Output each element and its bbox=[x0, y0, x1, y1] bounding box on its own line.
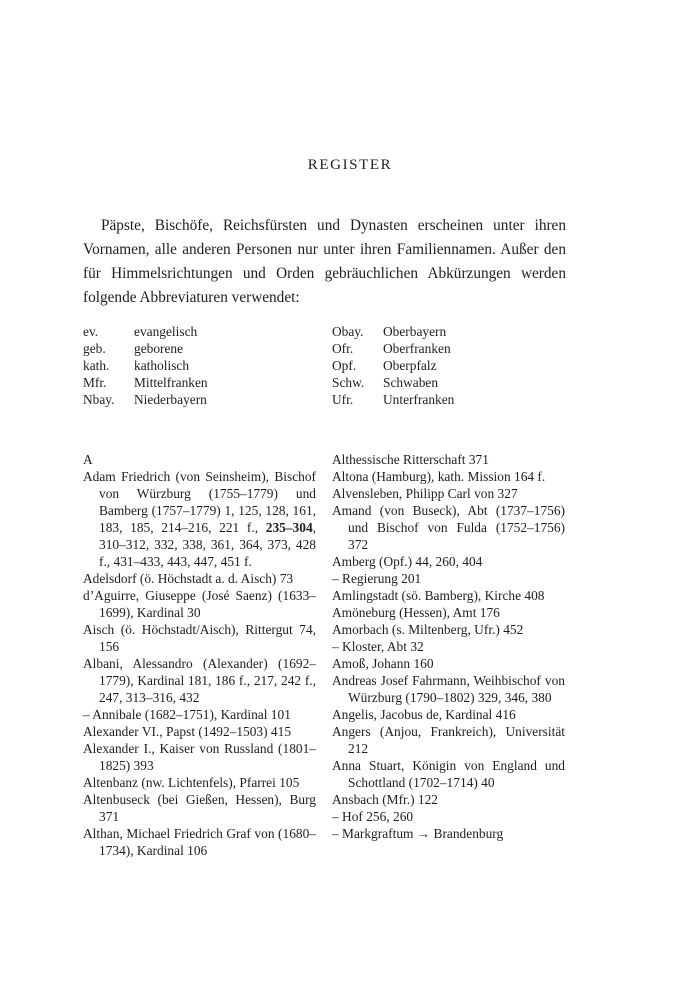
index-entry bbox=[83, 570, 316, 587]
abbreviation: Ofr. bbox=[332, 341, 354, 356]
abbreviation-row bbox=[332, 374, 454, 391]
abbreviation-row bbox=[83, 357, 208, 374]
abbreviation-meaning: geborene bbox=[134, 341, 184, 356]
abbreviation: Ufr. bbox=[332, 392, 354, 407]
index-entry bbox=[83, 723, 316, 740]
index-entry bbox=[332, 451, 565, 468]
index-entry bbox=[83, 774, 316, 791]
index-entry bbox=[332, 723, 565, 757]
abbreviation-meaning: Oberbayern bbox=[383, 324, 447, 339]
entry-text: Altona (Hamburg), kath. Mission 164 f. bbox=[332, 469, 546, 484]
abbreviation-row bbox=[332, 323, 454, 340]
entry-text: Alvensleben, Philipp Carl von 327 bbox=[332, 486, 518, 501]
index-entry bbox=[332, 468, 565, 485]
entry-text: Althessische Ritterschaft 371 bbox=[332, 452, 489, 467]
entry-text: – Annibale (1682–1751), Kardinal 101 bbox=[83, 707, 291, 722]
index-entry bbox=[332, 791, 565, 808]
abbreviation-meaning: Oberpfalz bbox=[383, 358, 437, 373]
entry-text: Adelsdorf (ö. Höchstadt a. d. Aisch) 73 bbox=[83, 571, 294, 586]
entry-text: – Kloster, Abt 32 bbox=[332, 639, 424, 654]
entry-text: Amoß, Johann 160 bbox=[332, 656, 434, 671]
index-entry bbox=[332, 587, 565, 604]
index-entry bbox=[332, 825, 565, 842]
index-entry bbox=[332, 502, 565, 553]
index-entry bbox=[332, 485, 565, 502]
entry-text: Altenbanz (nw. Lichtenfels), Pfarrei 105 bbox=[83, 775, 300, 790]
abbreviation: Nbay. bbox=[83, 392, 115, 407]
abbreviation-row bbox=[83, 323, 208, 340]
abbreviation-meaning: katholisch bbox=[134, 358, 190, 373]
abbreviation: geb. bbox=[83, 341, 106, 356]
entry-text: Angelis, Jacobus de, Kardinal 416 bbox=[332, 707, 516, 722]
index-entry bbox=[332, 672, 565, 706]
index-entry bbox=[332, 604, 565, 621]
index-entry bbox=[83, 825, 316, 859]
entry-text: Andreas Josef Fahrmann, Weihbischof von Würzburg (1790–1802) 329, 346, 380 bbox=[332, 673, 565, 705]
index-column-right bbox=[332, 451, 565, 842]
entry-text: Alexander VI., Papst (1492–1503) 415 bbox=[83, 724, 292, 739]
index-entry bbox=[83, 655, 316, 706]
entry-text: Angers (Anjou, Frankreich), Universität 212 bbox=[332, 724, 565, 756]
entry-text: Amöneburg (Hessen), Amt 176 bbox=[332, 605, 500, 620]
entry-text: Adam Friedrich (von Seinsheim), Bischof von Würzburg (1755–1779) und Bamberg (1757–1779) 1, 125, 128, 161, 183, 185, 214–216, 221 f., bbox=[83, 469, 316, 535]
index-entry bbox=[83, 740, 316, 774]
entry-text: Aisch (ö. Höchstadt/Aisch), Rittergut 74, 156 bbox=[83, 622, 316, 654]
entry-text: Albani, Alessandro (Alexander) (1692–1779), Kardinal 181, 186 f., 217, 242 f., 247, 313–316, 432 bbox=[83, 656, 316, 705]
index-entry bbox=[332, 570, 565, 587]
entry-text: Amlingstadt (sö. Bamberg), Kirche 408 bbox=[332, 588, 545, 603]
entry-text: – Hof 256, 260 bbox=[332, 809, 414, 824]
abbreviation-meaning: Unterfranken bbox=[383, 392, 455, 407]
index-entry bbox=[83, 791, 316, 825]
entry-text: Ansbach (Mfr.) 122 bbox=[332, 792, 438, 807]
index-entry bbox=[332, 757, 565, 791]
entry-text: Amorbach (s. Miltenberg, Ufr.) 452 bbox=[332, 622, 524, 637]
abbreviation-row bbox=[332, 340, 454, 357]
entry-text: – Regierung 201 bbox=[332, 571, 422, 586]
entry-text: Amberg (Opf.) 44, 260, 404 bbox=[332, 554, 483, 569]
abbreviation: Mfr. bbox=[83, 375, 107, 390]
abbreviation: ev. bbox=[83, 324, 99, 339]
abbreviation: Schw. bbox=[332, 375, 365, 390]
index-entry bbox=[83, 621, 316, 655]
index-column-left bbox=[83, 451, 316, 859]
entry-text: Anna Stuart, Königin von England und Schottland (1702–1714) 40 bbox=[332, 758, 565, 790]
abbreviation: kath. bbox=[83, 358, 110, 373]
index-entry bbox=[332, 655, 565, 672]
entry-text: d’Aguirre, Giuseppe (José Saenz) (1633–1699), Kardinal 30 bbox=[83, 588, 316, 620]
entry-text: Althan, Michael Friedrich Graf von (1680–1734), Kardinal 106 bbox=[83, 826, 316, 858]
abbreviation: Opf. bbox=[332, 358, 357, 373]
abbreviation-meaning: evangelisch bbox=[134, 324, 198, 339]
entry-text-continued: , 310–312, 332, 338, 361, 364, 373, 428 f., 431–433, 443, 447, 451 f. bbox=[99, 520, 316, 569]
abbreviation-row bbox=[83, 374, 208, 391]
intro-paragraph: Päpste, Bischöfe, Reichsfürsten und Dynasten erscheinen unter ihren Vornamen, alle anderen Personen nur unter ihren Familiennamen. Außer den für Himmelsrichtungen und Orden gebräuchlichen Abkürzungen werden folgende Abbreviaturen verwendet: bbox=[83, 217, 566, 306]
abbreviation-meaning: Oberfranken bbox=[383, 341, 451, 356]
entry-text: Alexander I., Kaiser von Russland (1801–1825) 393 bbox=[83, 741, 316, 773]
abbreviation-row bbox=[332, 391, 454, 408]
page-title: REGISTER bbox=[307, 157, 393, 173]
abbreviation-meaning: Mittelfranken bbox=[134, 375, 208, 390]
index-entry bbox=[83, 468, 316, 570]
entry-text: – Markgraftum → Brandenburg bbox=[332, 826, 504, 841]
index-entry bbox=[332, 621, 565, 638]
abbreviation-meaning: Schwaben bbox=[383, 375, 439, 390]
abbreviation-row bbox=[83, 391, 208, 408]
abbreviation-meaning: Niederbayern bbox=[134, 392, 207, 407]
abbreviation-row bbox=[332, 357, 454, 374]
index-entry bbox=[83, 706, 316, 723]
section-letter: A bbox=[83, 452, 93, 467]
abbreviation-list-left bbox=[83, 323, 208, 408]
abbreviation-list-right bbox=[332, 323, 454, 408]
entry-text: Amand (von Buseck), Abt (1737–1756) und Bischof von Fulda (1752–1756) 372 bbox=[332, 503, 565, 552]
index-entry bbox=[332, 638, 565, 655]
index-entry bbox=[332, 706, 565, 723]
abbreviation-row bbox=[83, 340, 208, 357]
index-entry bbox=[332, 808, 565, 825]
index-entry bbox=[83, 587, 316, 621]
abbreviation: Obay. bbox=[332, 324, 364, 339]
index-entry bbox=[332, 553, 565, 570]
entry-text: Altenbuseck (bei Gießen, Hessen), Burg 371 bbox=[83, 792, 316, 824]
entry-main-pages: 235–304 bbox=[265, 520, 313, 535]
